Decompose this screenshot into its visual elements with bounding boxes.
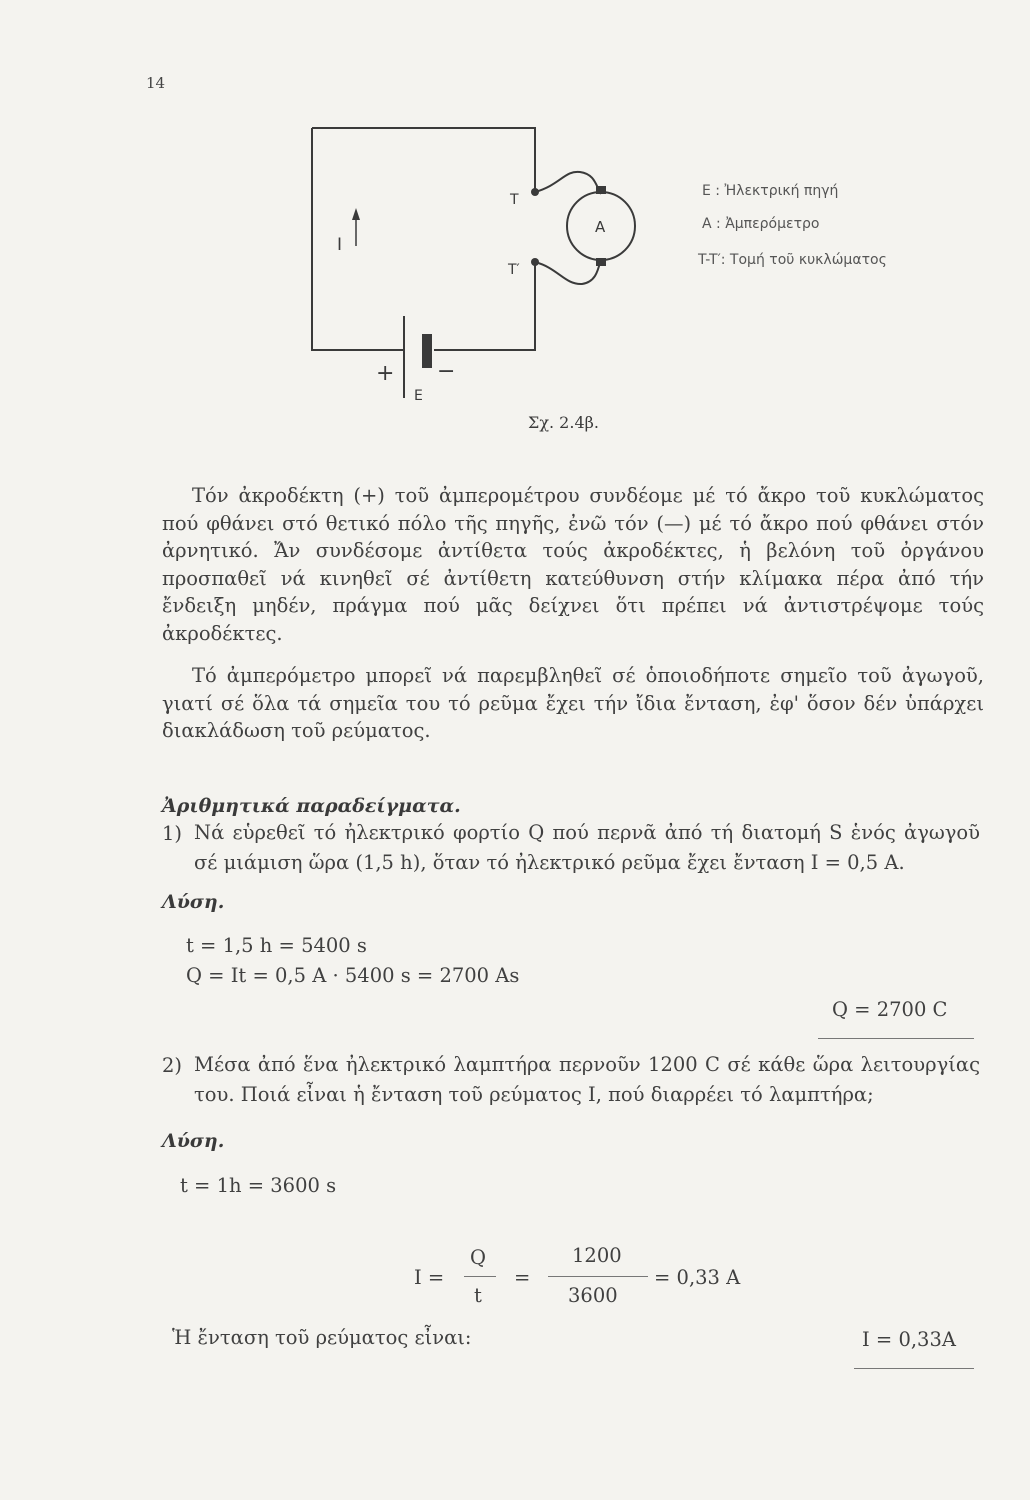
example-number: 1) [162,822,183,845]
solution-label: Λύση. [162,891,225,913]
plus-label: + [376,361,395,386]
legend-item: E : Ἠλεκτρική πηγή [702,183,839,199]
fraction-bar [548,1276,648,1277]
equation-line: Q = It = 0,5 A · 5400 s = 2700 As [186,964,520,987]
circuit-wire [434,262,535,350]
result: I = 0,33A [862,1328,956,1351]
terminal-dot [531,188,539,196]
ammeter-terminal [596,258,606,266]
equation-line: t = 1h = 3600 s [180,1174,337,1197]
result-underline [818,1038,974,1039]
section-heading: Ἀριθμητικά παραδείγματα. [162,795,461,817]
source-label: E [414,388,423,404]
example-text: Μέσα ἀπό ἕνα ἠλεκτρικό λαμπτήρα περνοῦν 1200 C σέ κάθε ὥρα λειτουργίας του. Ποιά εἶναι ἡ ἔνταση τοῦ ρεύματος I, πού διαρρέει τό λαμπτήρα; [194,1053,980,1106]
formula-numerator: 1200 [572,1244,622,1267]
example-text: Νά εὑρεθεῖ τό ἠλεκτρικό φορτίο Q πού περνᾶ ἀπό τή διατομή S ἑνός ἀγωγοῦ σέ μιάμιση ὥρα (1,5 h), ὅταν τό ἠλεκτρικό ρεῦμα ἔχει ἔνταση I = 0,5 A. [194,821,981,874]
paragraph: Τόν ἀκροδέκτη (+) τοῦ ἀμπερομέτρου συνδέομε μέ τό ἄκρο τοῦ κυκλώματος πού φθάνει στό θετικό πόλο τῆς πηγῆς, ἐνῶ τόν (—) μέ τό ἄκρο πού φθάνει στόν ἀρνητικό. Ἄν συνδέσομε ἀντίθετα τούς ἀκροδέκτες, ἡ βελόνη τοῦ ὀργάνου προσπαθεῖ νά κινηθεῖ σέ ἀντίθετη κατεύθυνση στήν κλίμακα πέρα ἀπό τήν ἔνδειξη μηδέν, πράγμα πού μᾶς δείχνει ὅτι πρέπει νά ἀντιστρέψομε τούς ἀκροδέκτες. [162,484,984,645]
conclusion-text: Ἡ ἔνταση τοῦ ρεύματος εἶναι: [172,1326,472,1349]
ammeter-label: A [595,218,606,236]
formula-result: = 0,33 A [654,1266,741,1289]
terminal-label-t: T [510,192,519,208]
circuit-wire [312,128,535,192]
formula-numerator: Q [470,1246,486,1269]
terminal-dot [531,258,539,266]
legend-item: A : Ἀμπερόμετρο [702,216,820,232]
current-arrow-head [352,208,360,220]
ammeter-lead [535,172,601,194]
minus-label: − [437,359,456,384]
result-underline [854,1368,974,1369]
legend-item: T-T′: Τομή τοῦ κυκλώματος [698,252,887,268]
formula-denominator: 3600 [568,1284,618,1307]
formula-denominator: t [474,1284,482,1307]
current-label: I [337,235,343,255]
equation-line: t = 1,5 h = 5400 s [186,934,367,957]
fraction-bar [464,1276,496,1277]
ammeter-lead [535,259,601,284]
formula-lhs: I = [414,1266,445,1289]
figure-caption: Σχ. 2.4β. [528,413,599,432]
formula-equals: = [514,1266,531,1289]
circuit-wire [312,128,404,350]
example-number: 2) [162,1054,183,1077]
battery-plate-negative [422,334,432,368]
terminal-label-t-prime: T′ [508,262,520,278]
page-number: 14 [146,74,166,92]
result: Q = 2700 C [832,998,948,1021]
paragraph: Τό ἀμπερόμετρο μπορεῖ νά παρεμβληθεῖ σέ ὁποιοδήποτε σημεῖο τοῦ ἀγωγοῦ, γιατί σέ ὅλα τά σημεῖα του τό ρεῦμα ἔχει τήν ἴδια ἔνταση, ἐφ' ὅσον δέν ὑπάρχει διακλάδωση τοῦ ρεύματος. [162,664,984,742]
ammeter-terminal [596,186,606,194]
solution-label: Λύση. [162,1130,225,1152]
